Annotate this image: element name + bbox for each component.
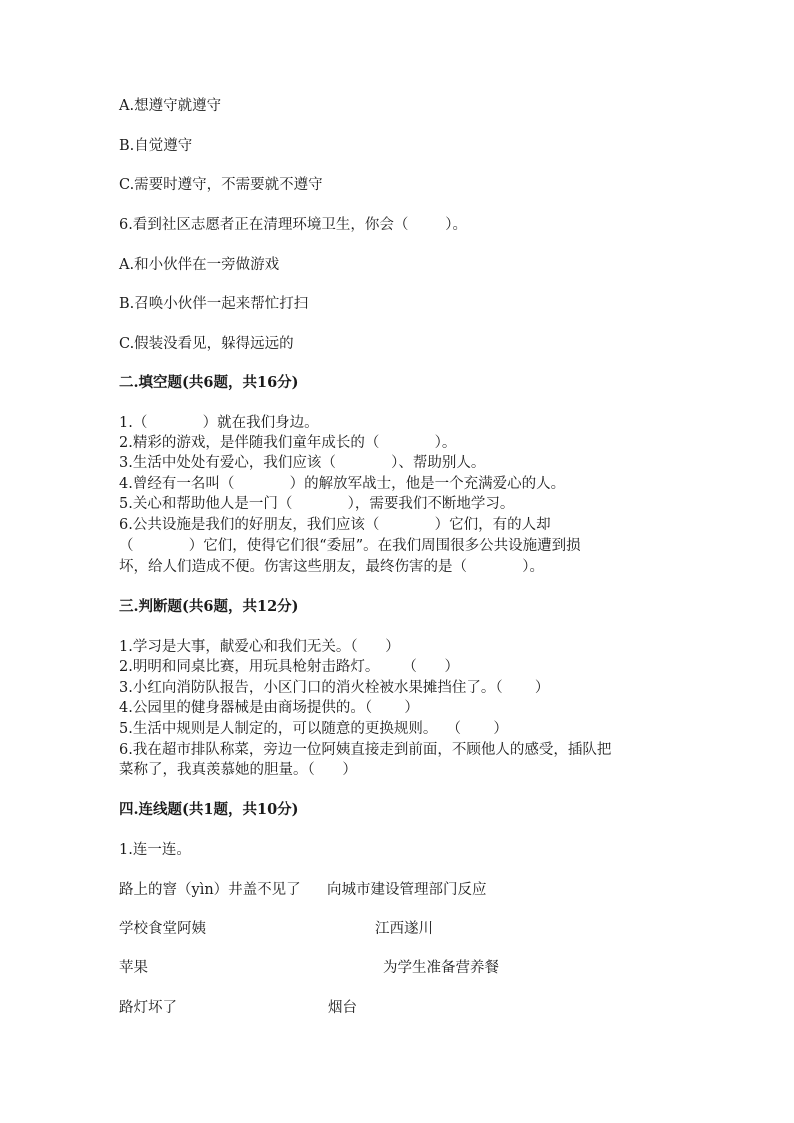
judge-line: 6.我在超市排队称菜，旁边一位阿姨直接走到前面，不顾他人的感受，插队把 [119, 742, 612, 758]
match-row [119, 919, 679, 939]
match-row [119, 998, 679, 1018]
fill-line: 1.（ ）就在我们身边。 [119, 415, 319, 431]
judge-line: 4.公园里的健身器械是由商场提供的。（ ） [119, 700, 419, 716]
match-row [119, 958, 679, 978]
section-heading-judge: 三.判断题(共6题，共12分) [119, 598, 299, 615]
option-q6-c: C.假装没看见，躲得远远的 [119, 336, 294, 352]
judge-line: 2.明明和同桌比赛，用玩具枪射击路灯。 （ ） [119, 659, 460, 675]
fill-line: 坏，给人们造成不便。伤害这些朋友，最终伤害的是（ ）。 [119, 559, 545, 575]
judge-line: 菜称了，我真羡慕她的胆量。（ ） [119, 762, 357, 778]
judge-line: 1.学习是大事，献爱心和我们无关。（ ） [119, 639, 400, 655]
fill-line: 3.生活中处处有爱心，我们应该（ ）、帮助别人。 [119, 455, 486, 471]
option-q6-a: A.和小伙伴在一旁做游戏 [119, 257, 280, 273]
fill-line: （ ）它们，使得它们很“委屈”。在我们周围很多公共设施遭到损 [119, 538, 581, 554]
question-6: 6.看到社区志愿者正在清理环境卫生，你会（ ）。 [119, 217, 467, 233]
match-right-item: 江西遂川 [375, 921, 433, 937]
fill-line: 5.关心和帮助他人是一门（ ），需要我们不断地学习。 [119, 496, 515, 512]
judge-line: 5.生活中规则是人制定的，可以随意的更换规则。 （ ） [119, 721, 508, 737]
match-instruction: 1.连一连。 [119, 842, 191, 858]
match-right-item: 烟台 [328, 1000, 357, 1016]
judge-line: 3.小红向消防队报告，小区门口的消火栓被水果摊挡住了。（ ） [119, 680, 550, 696]
match-right-item: 向城市建设管理部门反应 [327, 882, 487, 898]
match-left-item: 学校食堂阿姨 [119, 921, 206, 937]
match-right-item: 为学生准备营养餐 [383, 960, 499, 976]
section-heading-match: 四.连线题(共1题，共10分) [119, 801, 299, 818]
fill-line: 4.曾经有一名叫（ ）的解放军战士，他是一个充满爱心的人。 [119, 476, 566, 492]
match-left-item: 路上的窨（yìn）井盖不见了 [119, 882, 301, 898]
match-left-item: 苹果 [119, 960, 148, 976]
match-row [119, 880, 679, 900]
fill-line: 2.精彩的游戏，是伴随我们童年成长的（ ）。 [119, 435, 457, 451]
match-left-item: 路灯坏了 [119, 1000, 177, 1016]
fill-line: 6.公共设施是我们的好朋友，我们应该（ ）它们，有的人却 [119, 517, 551, 533]
option-q5-b: B.自觉遵守 [119, 138, 193, 154]
option-q6-b: B.召唤小伙伴一起来帮忙打扫 [119, 296, 309, 312]
option-q5-c: C.需要时遵守，不需要就不遵守 [119, 177, 323, 193]
section-heading-fill: 二.填空题(共6题，共16分) [119, 374, 299, 391]
option-q5-a: A.想遵守就遵守 [119, 98, 222, 114]
